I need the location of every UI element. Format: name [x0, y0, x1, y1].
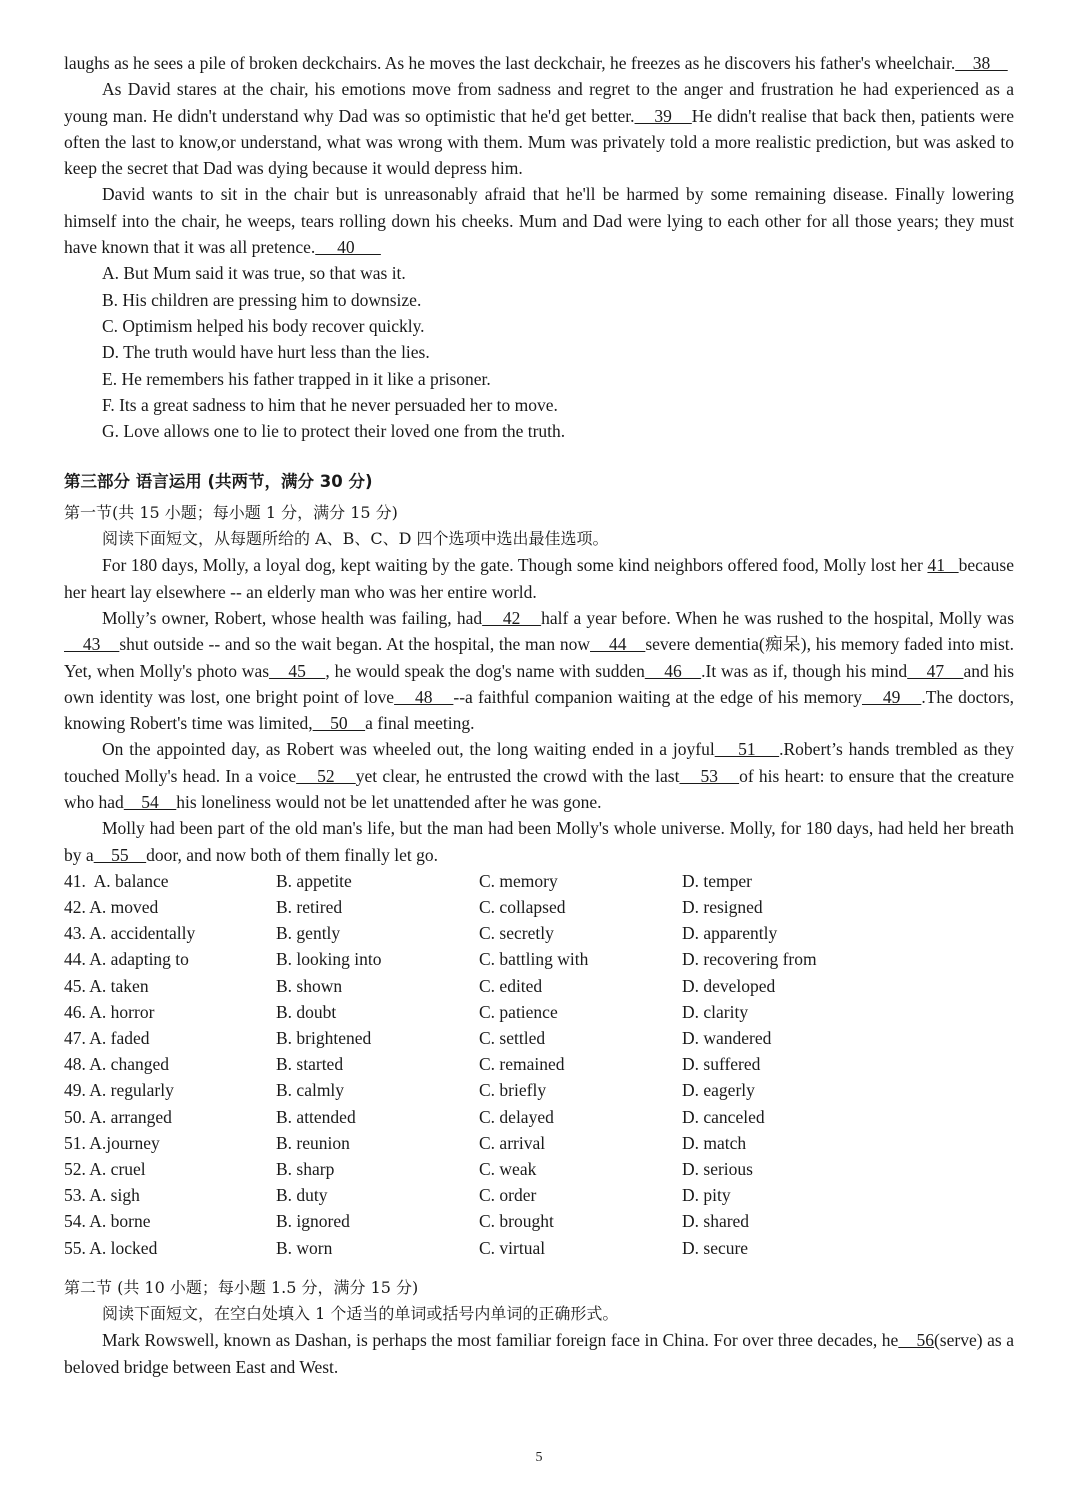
text: half a year before. When he was rushed to the hospital, Molly was [541, 607, 1015, 628]
choice-row [64, 920, 1014, 946]
cloze-paragraph [64, 552, 1014, 605]
passage-paragraph [64, 50, 1014, 76]
choice-c: C. battling with [479, 949, 589, 970]
choice-a: 42. A. moved [64, 897, 159, 918]
choice-d: D. temper [682, 870, 752, 891]
choice-c: C. secretly [479, 923, 554, 944]
option-g: G. Love allows one to lie to protect their loved one from the truth. [102, 421, 566, 442]
blank-43: 43 [64, 634, 120, 655]
text: Molly had been part of the old man's life, but the man had been Molly's whole universe. Molly, for 180 days, had held her breath by a [64, 818, 1014, 865]
choice-d: D. resigned [682, 897, 763, 918]
choice-d: D. apparently [682, 923, 778, 944]
choice-b: B. worn [276, 1237, 333, 1258]
blank-49: 49 [861, 686, 922, 707]
choice-row [64, 999, 1014, 1025]
text: Molly’s owner, Robert, whose health was failing, had [102, 607, 483, 628]
blank-53: 53 [679, 765, 740, 786]
page-number: 5 [535, 1450, 543, 1465]
choice-b: B. sharp [276, 1158, 335, 1179]
choice-d: D. pity [682, 1185, 731, 1206]
choice-b: B. gently [276, 923, 341, 944]
passage-paragraph [64, 76, 1014, 181]
choice-a: 49. A. regularly [64, 1080, 174, 1101]
text: a final meeting. [365, 713, 475, 734]
choice-a: 48. A. changed [64, 1054, 169, 1075]
blank-48: 48 [394, 686, 454, 707]
choice-row [64, 1104, 1014, 1130]
choice-c: C. virtual [479, 1237, 546, 1258]
grammar-paragraph [64, 1327, 1014, 1380]
choice-a: 52. A. cruel [64, 1158, 146, 1179]
choice-a: 43. A. accidentally [64, 923, 196, 944]
choice-d: D. eagerly [682, 1080, 755, 1101]
option-e: E. He remembers his father trapped in it like a prisoner. [102, 368, 491, 389]
text: .It was as if, though his mind [701, 660, 908, 681]
choice-d: D. suffered [682, 1054, 761, 1075]
choice-d: D. recovering from [682, 949, 817, 970]
choice-b: B. calmly [276, 1080, 345, 1101]
text: .Robert’s hands trembled as they touched Molly's head. In a voice [64, 739, 1014, 786]
choice-row [64, 868, 1014, 894]
section-instructions: 阅读下面短文，在空白处填入 1 个适当的单词或括号内单词的正确形式。 [102, 1304, 619, 1324]
blank-46: 46 [644, 660, 702, 681]
cloze-paragraph [64, 605, 1014, 736]
option-b: B. His children are pressing him to downsize. [102, 289, 422, 310]
text: For 180 days, Molly, a loyal dog, kept waiting by the gate. Though some kind neighbors offered food, Molly lost her [102, 555, 928, 576]
choice-c: C. memory [479, 870, 558, 891]
text: because her heart lay elsewhere -- an elderly man who was her entire world. [64, 555, 1015, 602]
blank-47: 47 [907, 660, 964, 681]
choice-row [64, 1051, 1014, 1077]
choice-d: D. shared [682, 1211, 750, 1232]
passage-paragraph [64, 181, 1014, 260]
text: yet clear, he entrusted the crowd with the last [355, 765, 680, 786]
blank-45: 45 [269, 660, 326, 681]
choice-a: 44. A. adapting to [64, 949, 189, 970]
choice-row [64, 1156, 1014, 1182]
choice-d: D. developed [682, 975, 776, 996]
text: On the appointed day, as Robert was wheeled out, the long waiting ended in a joyful [102, 739, 715, 760]
blank-52: 52 [296, 765, 356, 786]
choice-row [64, 1130, 1014, 1156]
choice-b: B. ignored [276, 1211, 350, 1232]
choice-c: C. arrival [479, 1132, 546, 1153]
choice-d: D. canceled [682, 1106, 765, 1127]
choice-b: B. started [276, 1054, 344, 1075]
option-a: A. But Mum said it was true, so that was it. [102, 263, 406, 284]
choice-a: 41. A. balance [64, 870, 169, 891]
text: door, and now both of them finally let go. [146, 844, 439, 865]
option-f: F. Its a great sadness to him that he never persuaded her to move. [102, 394, 558, 415]
choice-row [64, 1077, 1014, 1103]
option-d: D. The truth would have hurt less than the lies. [102, 342, 430, 363]
choice-b: B. attended [276, 1106, 356, 1127]
choice-c: C. brought [479, 1211, 554, 1232]
choice-b: B. retired [276, 897, 343, 918]
choice-a: 50. A. arranged [64, 1106, 172, 1127]
choice-row [64, 946, 1014, 972]
choice-c: C. order [479, 1185, 537, 1206]
blank-55: 55 [93, 844, 147, 865]
choice-c: C. briefly [479, 1080, 547, 1101]
text: shut outside -- and so the wait began. At the hospital, the man now [119, 634, 591, 655]
blank-38: 38 [955, 53, 1008, 73]
blank-39: 39 [634, 105, 692, 126]
blank-51: 51 [714, 739, 780, 760]
text: As David stares at the chair, his emotions move from sadness and regret to the anger and frustration he had experienced as a young man. He didn't understand why Dad was so optimistic that he'd get better. [64, 79, 1014, 126]
text: He didn't realise that back then, patients were often the last to know,or understand, what was wrong with them. Mum was privately told a more realistic prediction, but was asked to keep the secret that Dad was dying because it would depress him. [64, 105, 1014, 179]
choice-a: 53. A. sigh [64, 1185, 140, 1206]
text: laughs as he sees a pile of broken deckchairs. As he moves the last deckchair, he freezes as he discovers his father's wheelchair. [64, 53, 956, 73]
choice-c: C. collapsed [479, 897, 566, 918]
choice-a: 54. A. borne [64, 1211, 151, 1232]
choice-b: B. appetite [276, 870, 352, 891]
choice-row [64, 973, 1014, 999]
text: , he would speak the dog's name with sudden [325, 660, 645, 681]
choice-a: 46. A. horror [64, 1001, 155, 1022]
choice-b: B. brightened [276, 1028, 372, 1049]
choice-d: D. match [682, 1132, 747, 1153]
choice-row [64, 1235, 1014, 1261]
blank-42: 42 [482, 607, 542, 628]
choice-row [64, 894, 1014, 920]
choice-c: C. patience [479, 1001, 558, 1022]
choice-row [64, 1208, 1014, 1234]
blank-50: 50 [312, 713, 366, 734]
section-title: 第二节 (共 10 小题；每小题 1.5 分，满分 15 分) [64, 1277, 419, 1297]
blank-40: 40 [315, 237, 381, 258]
blank-41: 41 [927, 555, 959, 576]
choice-b: B. looking into [276, 949, 382, 970]
text: --a faithful companion waiting at the edge of his memory [453, 686, 862, 707]
choice-c: C. settled [479, 1028, 546, 1049]
choice-row [64, 1182, 1014, 1208]
cloze-paragraph [64, 815, 1014, 868]
section-instructions: 阅读下面短文，从每题所给的 A、B、C、D 四个选项中选出最佳选项。 [102, 529, 609, 549]
choice-c: C. remained [479, 1054, 565, 1075]
choice-d: D. serious [682, 1158, 753, 1179]
text: severe dementia(痴呆), his memory faded into mist. Yet, when Molly's photo was [64, 634, 1014, 681]
text: of his heart: to ensure that the creature who had [64, 765, 1015, 813]
section-title: 第一节(共 15 小题；每小题 1 分，满分 15 分) [64, 502, 398, 522]
choice-table [64, 868, 1014, 1261]
blank-44: 44 [590, 634, 646, 655]
cloze-paragraph [64, 736, 1014, 815]
choice-b: B. shown [276, 975, 343, 996]
choice-b: B. duty [276, 1185, 328, 1206]
text: Mark Rowswell, known as Dashan, is perhaps the most familiar foreign face in China. For over three decades, he [102, 1330, 899, 1351]
option-c: C. Optimism helped his body recover quickly. [102, 315, 425, 336]
choice-a: 47. A. faded [64, 1028, 150, 1049]
option-list [64, 260, 1014, 444]
part-heading: 第三部分 语言运用 (共两节，满分 30 分) [64, 472, 373, 492]
choice-a: 55. A. locked [64, 1237, 158, 1258]
choice-b: B. doubt [276, 1001, 337, 1022]
choice-a: 51. A.journey [64, 1132, 160, 1153]
choice-a: 45. A. taken [64, 975, 149, 996]
text: and his own identity was lost, one bright point of love [64, 660, 1015, 707]
choice-c: C. weak [479, 1158, 537, 1179]
choice-d: D. wandered [682, 1028, 772, 1049]
exam-page [64, 50, 1014, 1380]
choice-b: B. reunion [276, 1132, 350, 1153]
blank-56: 56 [898, 1330, 934, 1351]
blank-54: 54 [123, 792, 177, 813]
text: (serve) as a beloved bridge between East and West. [64, 1330, 1014, 1377]
choice-d: D. secure [682, 1237, 749, 1258]
choice-c: C. edited [479, 975, 543, 996]
choice-c: C. delayed [479, 1106, 554, 1127]
choice-row [64, 1025, 1014, 1051]
text: .The doctors, knowing Robert's time was limited, [64, 686, 1015, 734]
text: his loneliness would not be let unattended after he was gone. [176, 792, 602, 813]
text: David wants to sit in the chair but is unreasonably afraid that he'll be harmed by some remaining disease. Finally lowering himself into the chair, he weeps, tears rolling down his cheeks. Mum and Dad were lying to each other for all those years; they must have known that it was all pretence. [64, 184, 1014, 258]
choice-d: D. clarity [682, 1001, 749, 1022]
